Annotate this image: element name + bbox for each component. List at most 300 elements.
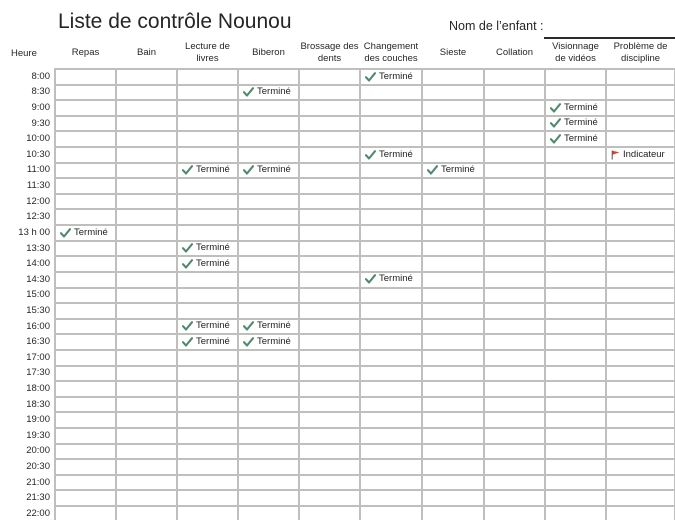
checklist-cell[interactable] xyxy=(177,288,238,304)
checklist-cell[interactable] xyxy=(484,428,545,444)
checklist-cell[interactable] xyxy=(545,131,606,147)
checklist-cell[interactable] xyxy=(422,350,484,366)
checklist-cell[interactable] xyxy=(177,506,238,520)
checklist-cell[interactable] xyxy=(606,475,675,491)
time-label: 21:30 xyxy=(0,490,55,506)
time-label: 21:00 xyxy=(0,475,55,491)
checklist-cell[interactable] xyxy=(55,194,116,210)
checklist-cell[interactable] xyxy=(484,225,545,241)
checklist-cell[interactable] xyxy=(484,194,545,210)
checklist-cell[interactable] xyxy=(238,303,299,319)
checklist-cell[interactable] xyxy=(238,350,299,366)
checklist-cell[interactable] xyxy=(484,256,545,272)
checklist-cell[interactable] xyxy=(360,334,422,350)
checklist-cell[interactable] xyxy=(606,334,675,350)
checklist-cell[interactable] xyxy=(484,147,545,163)
checklist-cell[interactable] xyxy=(116,459,177,475)
checklist-cell[interactable] xyxy=(545,288,606,304)
checklist-cell[interactable] xyxy=(484,459,545,475)
checklist-cell[interactable] xyxy=(545,490,606,506)
checklist-cell[interactable] xyxy=(238,178,299,194)
checklist-cell[interactable] xyxy=(484,85,545,101)
checklist-cell[interactable] xyxy=(360,178,422,194)
checklist-cell[interactable] xyxy=(116,241,177,257)
checklist-cell[interactable] xyxy=(545,69,606,85)
checklist-cell[interactable] xyxy=(606,303,675,319)
checklist-cell[interactable] xyxy=(299,319,360,335)
checklist-cell[interactable] xyxy=(422,366,484,382)
checklist-cell[interactable] xyxy=(299,412,360,428)
checklist-cell[interactable] xyxy=(484,209,545,225)
checklist-cell[interactable] xyxy=(422,85,484,101)
checklist-cell[interactable] xyxy=(484,350,545,366)
checklist-cell[interactable] xyxy=(606,381,675,397)
checklist-cell[interactable] xyxy=(299,100,360,116)
checklist-cell[interactable] xyxy=(484,288,545,304)
checklist-cell[interactable] xyxy=(299,506,360,520)
checklist-cell[interactable] xyxy=(422,397,484,413)
checklist-cell[interactable] xyxy=(422,225,484,241)
checklist-cell[interactable] xyxy=(116,163,177,179)
checklist-cell[interactable] xyxy=(238,475,299,491)
checklist-cell[interactable] xyxy=(116,381,177,397)
checklist-cell[interactable] xyxy=(238,428,299,444)
checklist-cell[interactable] xyxy=(484,412,545,428)
checklist-cell[interactable] xyxy=(177,490,238,506)
checklist-cell[interactable] xyxy=(55,100,116,116)
checklist-cell[interactable] xyxy=(55,490,116,506)
checklist-cell[interactable] xyxy=(606,428,675,444)
checklist-cell[interactable] xyxy=(55,147,116,163)
checklist-cell[interactable] xyxy=(545,303,606,319)
checklist-cell[interactable] xyxy=(484,241,545,257)
checklist-cell[interactable] xyxy=(422,381,484,397)
checklist-cell[interactable] xyxy=(545,178,606,194)
checklist-cell[interactable] xyxy=(55,444,116,460)
checklist-cell[interactable] xyxy=(484,69,545,85)
checklist-cell[interactable] xyxy=(360,506,422,520)
table-row xyxy=(0,490,675,506)
checklist-cell[interactable] xyxy=(360,194,422,210)
checklist-cell[interactable] xyxy=(177,319,238,335)
checklist-cell[interactable] xyxy=(299,256,360,272)
checklist-cell[interactable] xyxy=(177,459,238,475)
checklist-cell[interactable] xyxy=(606,459,675,475)
checklist-cell[interactable] xyxy=(177,412,238,428)
done-label: Terminé xyxy=(196,257,230,269)
checklist-cell[interactable] xyxy=(116,412,177,428)
checklist-cell[interactable] xyxy=(116,116,177,132)
checklist-cell[interactable] xyxy=(116,490,177,506)
checklist-cell[interactable] xyxy=(177,381,238,397)
checklist-cell[interactable] xyxy=(177,256,238,272)
checklist-cell[interactable] xyxy=(545,366,606,382)
checklist-cell[interactable] xyxy=(360,397,422,413)
checklist-cell[interactable] xyxy=(606,69,675,85)
checklist-cell[interactable] xyxy=(422,116,484,132)
checklist-cell[interactable] xyxy=(606,490,675,506)
checklist-cell[interactable] xyxy=(55,131,116,147)
checklist-cell[interactable] xyxy=(238,209,299,225)
checklist-cell[interactable] xyxy=(360,163,422,179)
checklist-cell[interactable] xyxy=(299,69,360,85)
checklist-cell[interactable] xyxy=(360,444,422,460)
done-mark xyxy=(427,164,475,176)
checklist-cell[interactable] xyxy=(238,397,299,413)
checklist-cell[interactable] xyxy=(545,100,606,116)
checklist-cell[interactable] xyxy=(238,163,299,179)
checklist-cell[interactable] xyxy=(116,100,177,116)
checklist-cell[interactable] xyxy=(299,272,360,288)
checklist-cell[interactable] xyxy=(360,303,422,319)
checklist-cell[interactable] xyxy=(606,194,675,210)
checklist-cell[interactable] xyxy=(484,163,545,179)
checklist-cell[interactable] xyxy=(299,131,360,147)
checklist-cell[interactable] xyxy=(545,397,606,413)
checklist-cell[interactable] xyxy=(606,209,675,225)
checklist-cell[interactable] xyxy=(55,319,116,335)
checklist-cell[interactable] xyxy=(606,85,675,101)
checklist-cell[interactable] xyxy=(360,490,422,506)
checklist-cell[interactable] xyxy=(55,178,116,194)
checklist-cell[interactable] xyxy=(606,444,675,460)
checklist-cell[interactable] xyxy=(606,116,675,132)
checklist-cell[interactable] xyxy=(606,288,675,304)
checklist-cell[interactable] xyxy=(606,366,675,382)
checklist-cell[interactable] xyxy=(484,506,545,520)
checklist-cell[interactable] xyxy=(422,428,484,444)
checklist-cell[interactable] xyxy=(55,428,116,444)
checklist-cell[interactable] xyxy=(360,366,422,382)
checklist-cell[interactable] xyxy=(238,69,299,85)
checklist-cell[interactable] xyxy=(484,116,545,132)
checklist-cell[interactable] xyxy=(299,459,360,475)
checklist-cell[interactable] xyxy=(116,366,177,382)
checklist-cell[interactable] xyxy=(238,116,299,132)
checklist-cell[interactable] xyxy=(299,147,360,163)
checklist-cell[interactable] xyxy=(360,69,422,85)
checklist-cell[interactable] xyxy=(116,209,177,225)
checklist-cell[interactable] xyxy=(299,163,360,179)
checklist-cell[interactable] xyxy=(545,319,606,335)
checklist-cell[interactable] xyxy=(606,131,675,147)
checklist-cell[interactable] xyxy=(116,288,177,304)
checklist-cell[interactable] xyxy=(55,366,116,382)
time-label: 10:30 xyxy=(0,147,55,163)
checklist-cell[interactable] xyxy=(177,147,238,163)
checklist-cell[interactable] xyxy=(360,131,422,147)
checklist-cell[interactable] xyxy=(177,444,238,460)
checklist-cell[interactable] xyxy=(422,178,484,194)
checklist-cell[interactable] xyxy=(299,475,360,491)
checklist-cell[interactable] xyxy=(116,272,177,288)
checklist-cell[interactable] xyxy=(116,147,177,163)
checklist-cell[interactable] xyxy=(545,381,606,397)
checklist-cell[interactable] xyxy=(606,397,675,413)
checklist-cell[interactable] xyxy=(116,428,177,444)
checklist-cell[interactable] xyxy=(177,225,238,241)
checklist-cell[interactable] xyxy=(422,100,484,116)
checklist-cell[interactable] xyxy=(238,334,299,350)
checklist-cell[interactable] xyxy=(177,241,238,257)
checklist-cell[interactable] xyxy=(116,444,177,460)
checklist-cell[interactable] xyxy=(55,163,116,179)
checklist-cell[interactable] xyxy=(422,163,484,179)
checklist-cell[interactable] xyxy=(484,490,545,506)
checklist-cell[interactable] xyxy=(55,225,116,241)
checklist-cell[interactable] xyxy=(422,147,484,163)
checklist-cell[interactable] xyxy=(606,241,675,257)
checklist-cell[interactable] xyxy=(177,428,238,444)
checklist-cell[interactable] xyxy=(55,334,116,350)
checklist-cell[interactable] xyxy=(545,256,606,272)
checklist-cell[interactable] xyxy=(299,366,360,382)
checklist-cell[interactable] xyxy=(238,490,299,506)
checklist-cell[interactable] xyxy=(606,100,675,116)
checklist-cell[interactable] xyxy=(606,412,675,428)
checklist-cell[interactable] xyxy=(116,85,177,101)
checklist-cell[interactable] xyxy=(299,334,360,350)
checklist-cell[interactable] xyxy=(360,85,422,101)
checklist-cell[interactable] xyxy=(116,69,177,85)
checklist-cell[interactable] xyxy=(360,459,422,475)
checklist-cell[interactable] xyxy=(606,319,675,335)
checklist-cell[interactable] xyxy=(55,256,116,272)
checklist-cell[interactable] xyxy=(238,412,299,428)
checklist-cell[interactable] xyxy=(545,85,606,101)
checklist-cell[interactable] xyxy=(422,334,484,350)
checklist-cell[interactable] xyxy=(238,256,299,272)
checklist-cell[interactable] xyxy=(238,85,299,101)
checklist-cell[interactable] xyxy=(116,303,177,319)
checklist-cell[interactable] xyxy=(55,116,116,132)
checklist-cell[interactable] xyxy=(55,459,116,475)
checkmark-icon xyxy=(243,337,254,347)
checklist-cell[interactable] xyxy=(360,381,422,397)
checklist-cell[interactable] xyxy=(545,475,606,491)
checklist-cell[interactable] xyxy=(545,194,606,210)
checklist-cell[interactable] xyxy=(116,334,177,350)
checklist-cell[interactable] xyxy=(116,397,177,413)
checklist-cell[interactable] xyxy=(606,163,675,179)
checklist-cell[interactable] xyxy=(360,209,422,225)
checklist-cell[interactable] xyxy=(116,225,177,241)
checklist-cell[interactable] xyxy=(422,241,484,257)
checklist-cell[interactable] xyxy=(606,256,675,272)
checklist-cell[interactable] xyxy=(299,381,360,397)
checklist-cell[interactable] xyxy=(484,397,545,413)
checklist-cell[interactable] xyxy=(238,100,299,116)
checklist-cell[interactable] xyxy=(177,85,238,101)
checklist-cell[interactable] xyxy=(238,194,299,210)
checklist-cell[interactable] xyxy=(484,334,545,350)
checklist-cell[interactable] xyxy=(299,209,360,225)
checklist-cell[interactable] xyxy=(545,334,606,350)
checklist-cell[interactable] xyxy=(55,475,116,491)
checklist-cell[interactable] xyxy=(55,506,116,520)
checklist-cell[interactable] xyxy=(55,412,116,428)
checklist-cell[interactable] xyxy=(177,194,238,210)
checklist-cell[interactable] xyxy=(545,444,606,460)
checklist-cell[interactable] xyxy=(238,147,299,163)
checklist-cell[interactable] xyxy=(299,225,360,241)
checklist-cell[interactable] xyxy=(116,194,177,210)
checklist-cell[interactable] xyxy=(545,428,606,444)
checklist-cell[interactable] xyxy=(422,506,484,520)
checklist-cell[interactable] xyxy=(116,350,177,366)
checklist-cell[interactable] xyxy=(360,350,422,366)
checklist-cell[interactable] xyxy=(484,100,545,116)
checklist-cell[interactable] xyxy=(238,319,299,335)
checklist-cell[interactable] xyxy=(238,225,299,241)
checklist-cell[interactable] xyxy=(55,241,116,257)
checklist-cell[interactable] xyxy=(177,131,238,147)
checklist-cell[interactable] xyxy=(422,303,484,319)
checklist-cell[interactable] xyxy=(360,428,422,444)
checklist-cell[interactable] xyxy=(422,459,484,475)
checklist-cell[interactable] xyxy=(299,490,360,506)
checklist-cell[interactable] xyxy=(422,256,484,272)
checklist-cell[interactable] xyxy=(238,366,299,382)
checklist-cell[interactable] xyxy=(116,475,177,491)
checklist-cell[interactable] xyxy=(177,209,238,225)
checklist-cell[interactable] xyxy=(299,350,360,366)
checklist-cell[interactable] xyxy=(299,178,360,194)
checklist-cell[interactable] xyxy=(422,288,484,304)
checklist-cell[interactable] xyxy=(422,131,484,147)
checklist-cell[interactable] xyxy=(55,272,116,288)
checklist-cell[interactable] xyxy=(116,256,177,272)
checklist-cell[interactable] xyxy=(360,116,422,132)
checklist-cell[interactable] xyxy=(422,412,484,428)
checklist-cell[interactable] xyxy=(545,116,606,132)
checklist-cell[interactable] xyxy=(116,319,177,335)
checklist-cell[interactable] xyxy=(360,272,422,288)
checklist-cell[interactable] xyxy=(55,288,116,304)
checklist-cell[interactable] xyxy=(484,319,545,335)
checklist-cell[interactable] xyxy=(360,225,422,241)
checklist-cell[interactable] xyxy=(177,397,238,413)
table-row xyxy=(0,116,675,132)
checklist-cell[interactable] xyxy=(484,444,545,460)
checklist-cell[interactable] xyxy=(606,225,675,241)
checklist-cell[interactable] xyxy=(238,131,299,147)
checklist-cell[interactable] xyxy=(177,366,238,382)
checklist-cell[interactable] xyxy=(484,475,545,491)
checklist-cell[interactable] xyxy=(116,131,177,147)
checklist-cell[interactable] xyxy=(422,490,484,506)
checkmark-icon xyxy=(550,103,561,113)
checklist-cell[interactable] xyxy=(545,225,606,241)
checklist-cell[interactable] xyxy=(606,178,675,194)
checklist-cell[interactable] xyxy=(177,116,238,132)
checklist-cell[interactable] xyxy=(299,444,360,460)
checklist-cell[interactable] xyxy=(360,412,422,428)
checklist-cell[interactable] xyxy=(299,116,360,132)
checklist-cell[interactable] xyxy=(484,131,545,147)
checklist-cell[interactable] xyxy=(545,163,606,179)
checklist-cell[interactable] xyxy=(606,350,675,366)
checklist-cell[interactable] xyxy=(55,85,116,101)
checklist-cell[interactable] xyxy=(484,366,545,382)
checklist-cell[interactable] xyxy=(606,147,675,163)
checklist-cell[interactable] xyxy=(484,381,545,397)
checklist-cell[interactable] xyxy=(299,303,360,319)
checklist-cell[interactable] xyxy=(177,303,238,319)
checklist-cell[interactable] xyxy=(545,350,606,366)
checklist-cell[interactable] xyxy=(299,85,360,101)
checklist-cell[interactable] xyxy=(238,459,299,475)
table-row xyxy=(0,131,675,147)
checklist-cell[interactable] xyxy=(177,334,238,350)
checklist-cell[interactable] xyxy=(360,256,422,272)
checklist-cell[interactable] xyxy=(606,506,675,520)
checklist-cell[interactable] xyxy=(422,69,484,85)
checklist-cell[interactable] xyxy=(238,241,299,257)
checklist-cell[interactable] xyxy=(177,350,238,366)
checklist-cell[interactable] xyxy=(55,397,116,413)
checklist-cell[interactable] xyxy=(55,303,116,319)
checklist-cell[interactable] xyxy=(360,475,422,491)
checklist-cell[interactable] xyxy=(55,69,116,85)
checklist-cell[interactable] xyxy=(422,319,484,335)
checklist-cell[interactable] xyxy=(360,100,422,116)
checklist-cell[interactable] xyxy=(177,475,238,491)
checklist-cell[interactable] xyxy=(177,69,238,85)
checklist-cell[interactable] xyxy=(484,178,545,194)
checklist-cell[interactable] xyxy=(360,319,422,335)
checklist-cell[interactable] xyxy=(55,381,116,397)
checklist-cell[interactable] xyxy=(545,412,606,428)
checklist-cell[interactable] xyxy=(116,178,177,194)
checklist-cell[interactable] xyxy=(116,506,177,520)
checklist-cell[interactable] xyxy=(299,428,360,444)
checklist-cell[interactable] xyxy=(238,272,299,288)
checklist-cell[interactable] xyxy=(299,194,360,210)
checklist-cell[interactable] xyxy=(422,209,484,225)
checklist-cell[interactable] xyxy=(177,100,238,116)
checklist-cell[interactable] xyxy=(177,163,238,179)
checklist-cell[interactable] xyxy=(55,209,116,225)
checklist-cell[interactable] xyxy=(484,303,545,319)
checklist-cell[interactable] xyxy=(545,506,606,520)
checklist-cell[interactable] xyxy=(545,459,606,475)
checklist-cell[interactable] xyxy=(177,272,238,288)
checklist-cell[interactable] xyxy=(606,272,675,288)
checklist-cell[interactable] xyxy=(545,147,606,163)
checklist-cell[interactable] xyxy=(299,397,360,413)
checklist-cell[interactable] xyxy=(360,147,422,163)
checklist-cell[interactable] xyxy=(238,506,299,520)
checklist-cell[interactable] xyxy=(360,241,422,257)
checklist-cell[interactable] xyxy=(545,209,606,225)
checklist-cell[interactable] xyxy=(545,241,606,257)
checklist-cell[interactable] xyxy=(177,178,238,194)
checklist-cell[interactable] xyxy=(422,444,484,460)
checklist-cell[interactable] xyxy=(422,272,484,288)
checklist-cell[interactable] xyxy=(422,475,484,491)
checklist-cell[interactable] xyxy=(422,194,484,210)
checklist-cell[interactable] xyxy=(484,272,545,288)
checklist-cell[interactable] xyxy=(238,288,299,304)
checklist-cell[interactable] xyxy=(238,381,299,397)
checklist-cell[interactable] xyxy=(299,288,360,304)
checklist-cell[interactable] xyxy=(545,272,606,288)
checklist-cell[interactable] xyxy=(360,288,422,304)
checklist-cell[interactable] xyxy=(238,444,299,460)
checklist-cell[interactable] xyxy=(299,241,360,257)
checklist-cell[interactable] xyxy=(55,350,116,366)
